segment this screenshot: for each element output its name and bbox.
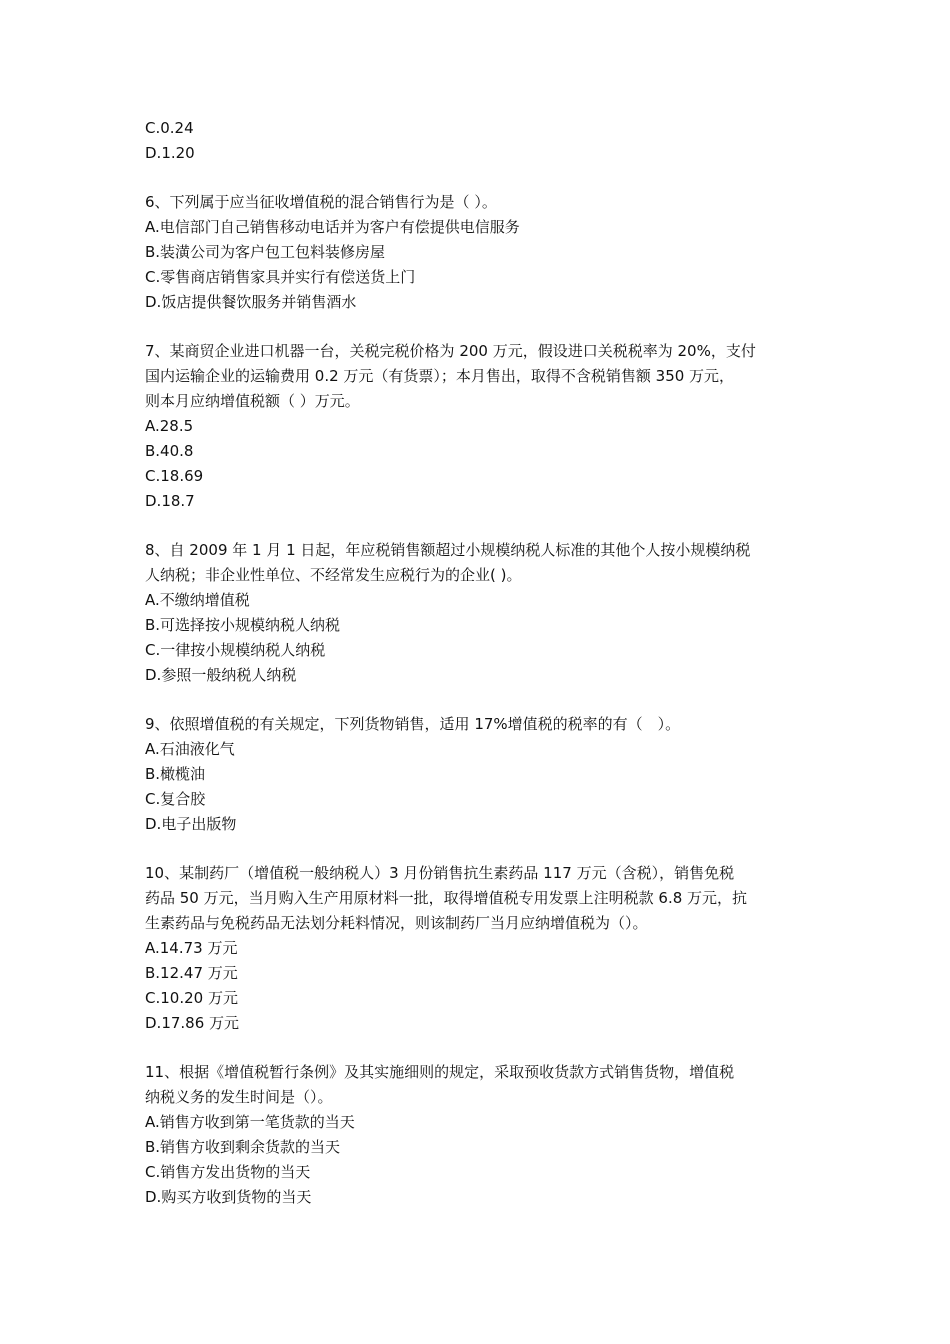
- option-c: C.复合胶: [145, 790, 206, 808]
- option-b: B.装潢公司为客户包工包料装修房屋: [145, 243, 386, 261]
- question-6: [145, 190, 810, 315]
- option-d: D.电子出版物: [145, 815, 237, 833]
- question-text-line: 药品 50 万元，当月购入生产用原材料一批，取得增值税专用发票上注明税款 6.8 万元，抗: [145, 889, 748, 907]
- option-a: A.不缴纳增值税: [145, 591, 250, 609]
- question-11: [145, 1060, 810, 1210]
- option-d: D.购买方收到货物的当天: [145, 1188, 312, 1206]
- option-c: C.0.24: [145, 119, 194, 137]
- question-text: 6、下列属于应当征收增值税的混合销售行为是（ ）。: [145, 193, 497, 211]
- question-10: [145, 861, 810, 1036]
- option-d: D.17.86 万元: [145, 1014, 240, 1032]
- question-text-line: 纳税义务的发生时间是（）。: [145, 1088, 333, 1106]
- option-c: C.10.20 万元: [145, 989, 238, 1007]
- question-text-line: 8、自 2009 年 1 月 1 日起，年应税销售额超过小规模纳税人标准的其他个人按小规模纳税: [145, 541, 751, 559]
- question-7: [145, 339, 810, 514]
- question-text-line: 国内运输企业的运输费用 0.2 万元（有货票）；本月售出，取得不含税销售额 350 万元，: [145, 367, 735, 385]
- question-text-line: 10、某制药厂（增值税一般纳税人）3 月份销售抗生素药品 117 万元（含税），销售免税: [145, 864, 735, 882]
- option-c: C.销售方发出货物的当天: [145, 1163, 311, 1181]
- option-a: A.14.73 万元: [145, 939, 238, 957]
- question-8: [145, 538, 810, 688]
- question-text-line: 人纳税；非企业性单位、不经常发生应税行为的企业( )。: [145, 566, 522, 584]
- option-d: D.1.20: [145, 144, 195, 162]
- question-text-line: 7、某商贸企业进口机器一台，关税完税价格为 200 万元，假设进口关税税率为 20%，支付: [145, 342, 756, 360]
- option-b: B.40.8: [145, 442, 194, 460]
- option-b: B.橄榄油: [145, 765, 206, 783]
- option-c: C.零售商店销售家具并实行有偿送货上门: [145, 268, 416, 286]
- option-a: A.28.5: [145, 417, 194, 435]
- option-d: D.饭店提供餐饮服务并销售酒水: [145, 293, 357, 311]
- question-5-tail: [145, 116, 810, 166]
- option-a: A.电信部门自己销售移动电话并为客户有偿提供电信服务: [145, 218, 520, 236]
- document-page: [145, 116, 810, 1234]
- option-c: C.18.69: [145, 467, 204, 485]
- question-text-line: 生素药品与免税药品无法划分耗料情况，则该制药厂当月应纳增值税为（）。: [145, 914, 648, 932]
- option-b: B.销售方收到剩余货款的当天: [145, 1138, 341, 1156]
- question-9: [145, 712, 810, 837]
- option-b: B.12.47 万元: [145, 964, 238, 982]
- option-a: A.销售方收到第一笔货款的当天: [145, 1113, 355, 1131]
- question-text: 9、依照增值税的有关规定，下列货物销售，适用 17%增值税的税率的有（ ）。: [145, 715, 681, 733]
- question-text-line: 则本月应纳增值税额（ ）万元。: [145, 392, 360, 410]
- option-b: B.可选择按小规模纳税人纳税: [145, 616, 341, 634]
- option-d: D.18.7: [145, 492, 195, 510]
- option-d: D.参照一般纳税人纳税: [145, 666, 297, 684]
- option-a: A.石油液化气: [145, 740, 235, 758]
- option-c: C.一律按小规模纳税人纳税: [145, 641, 326, 659]
- question-text-line: 11、根据《增值税暂行条例》及其实施细则的规定，采取预收货款方式销售货物，增值税: [145, 1063, 735, 1081]
